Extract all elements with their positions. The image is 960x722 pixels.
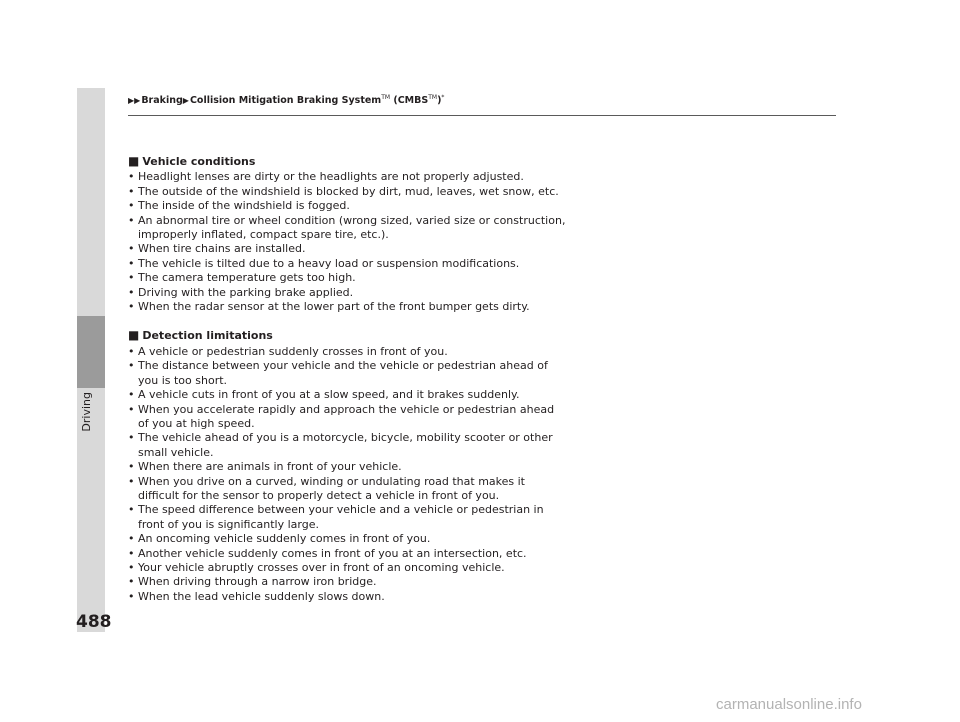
list-item: [128, 403, 568, 432]
trademark-mark: TM: [428, 94, 438, 101]
list-item: [128, 300, 568, 314]
list-item: [128, 170, 568, 184]
list-item: [128, 185, 568, 199]
bullet-icon: •: [128, 285, 135, 299]
breadcrumb-item-braking[interactable]: Braking: [141, 95, 183, 107]
list-item: [128, 286, 568, 300]
section-detection-limitations: [128, 328, 568, 604]
bullet-icon: •: [128, 388, 135, 402]
bullet-icon: •: [128, 560, 135, 574]
bullet-icon: •: [128, 256, 135, 270]
list-item: [128, 460, 568, 474]
list-item: [128, 503, 568, 532]
list-item: [128, 532, 568, 546]
list-item-text: A vehicle or pedestrian suddenly crosses in front of you.: [138, 344, 448, 358]
list-item-text: The camera temperature gets too high.: [138, 271, 356, 285]
bullet-icon: •: [128, 532, 135, 546]
list-item-text: Headlight lenses are dirty or the headlights are not properly adjusted.: [138, 170, 524, 184]
watermark: carmanualsonline.info: [716, 696, 862, 713]
list-item-text: When the lead vehicle suddenly slows down.: [138, 589, 385, 603]
bullet-icon: •: [128, 242, 135, 256]
section-heading: [128, 154, 568, 169]
side-tab-label: Driving: [80, 392, 93, 432]
list-item-text: When the radar sensor at the lower part of the front bumper gets dirty.: [138, 300, 530, 314]
list-item-text: The speed difference between your vehicle and a vehicle or pedestrian in front of you is significantly large.: [138, 503, 544, 531]
breadcrumb-cmbs-close: ): [437, 95, 442, 107]
side-tab-active-marker: [77, 316, 105, 388]
breadcrumb-arrow-icon: ▶▶: [128, 96, 141, 106]
list-item-text: The inside of the windshield is fogged.: [138, 199, 350, 213]
breadcrumb-arrow-icon: ▶: [182, 96, 189, 106]
bullet-icon: •: [128, 575, 135, 589]
bullet-list: [128, 170, 568, 314]
list-item: [128, 242, 568, 256]
bullet-list: [128, 345, 568, 604]
list-item-text: A vehicle cuts in front of you at a slow speed, and it brakes suddenly.: [138, 388, 520, 402]
square-bullet-icon: ■: [128, 154, 140, 168]
page-number: 488: [76, 612, 112, 632]
list-item: [128, 431, 568, 460]
list-item-text: The vehicle is tilted due to a heavy load or suspension modifications.: [138, 256, 520, 270]
bullet-icon: •: [128, 344, 135, 358]
list-item-text: When driving through a narrow iron bridge.: [138, 575, 377, 589]
list-item-text: Another vehicle suddenly comes in front of you at an intersection, etc.: [138, 546, 527, 560]
breadcrumb: [128, 94, 444, 106]
square-bullet-icon: ■: [128, 328, 140, 343]
list-item-text: The vehicle ahead of you is a motorcycle, bicycle, mobility scooter or other small vehicle.: [138, 431, 553, 459]
list-item: [128, 475, 568, 504]
list-item: [128, 388, 568, 402]
list-item: [128, 199, 568, 213]
list-item: [128, 561, 568, 575]
list-item: [128, 359, 568, 388]
bullet-icon: •: [128, 503, 135, 517]
bullet-icon: •: [128, 184, 135, 198]
section-heading-text: Detection limitations: [142, 329, 273, 343]
list-item-text: Driving with the parking brake applied.: [138, 285, 354, 299]
bullet-icon: •: [128, 402, 135, 416]
bullet-icon: •: [128, 170, 135, 184]
list-item-text: Your vehicle abruptly crosses over in front of an oncoming vehicle.: [138, 560, 505, 574]
section-heading-text: Vehicle conditions: [142, 155, 256, 168]
list-item: [128, 345, 568, 359]
list-item-text: The distance between your vehicle and the vehicle or pedestrian ahead of you is too short.: [138, 359, 548, 387]
list-item-text: When there are animals in front of your vehicle.: [138, 460, 402, 474]
list-item-text: The outside of the windshield is blocked by dirt, mud, leaves, wet snow, etc.: [138, 184, 559, 198]
asterisk-mark: *: [441, 94, 445, 101]
list-item: [128, 575, 568, 589]
section-vehicle-conditions: [128, 154, 568, 314]
list-item: [128, 547, 568, 561]
bullet-icon: •: [128, 474, 135, 488]
list-item-text: When you accelerate rapidly and approach the vehicle or pedestrian ahead of you at high speed.: [138, 402, 555, 430]
header-divider: [128, 115, 836, 116]
list-item: [128, 590, 568, 604]
bullet-icon: •: [128, 431, 135, 445]
bullet-icon: •: [128, 589, 135, 603]
bullet-icon: •: [128, 213, 135, 227]
bullet-icon: •: [128, 460, 135, 474]
list-item: [128, 257, 568, 271]
list-item-text: An abnormal tire or wheel condition (wrong sized, varied size or construction, improperly inflated, compact spare tire, etc.).: [138, 213, 566, 242]
main-content: [128, 154, 568, 618]
list-item: [128, 214, 568, 243]
bullet-icon: •: [128, 199, 135, 213]
bullet-icon: •: [128, 271, 135, 285]
trademark-mark: TM: [381, 94, 391, 101]
bullet-icon: •: [128, 546, 135, 560]
breadcrumb-cmbs-open: (CMBS: [390, 95, 429, 107]
breadcrumb-item-cmbs[interactable]: Collision Mitigation Braking System: [189, 95, 382, 107]
section-heading: [128, 328, 568, 343]
bullet-icon: •: [128, 300, 135, 314]
list-item-text: When tire chains are installed.: [138, 242, 306, 256]
list-item-text: When you drive on a curved, winding or undulating road that makes it difficult for the sensor to properly detect a vehicle in front of you.: [138, 474, 525, 502]
list-item-text: An oncoming vehicle suddenly comes in front of you.: [138, 532, 431, 546]
bullet-icon: •: [128, 359, 135, 373]
list-item: [128, 271, 568, 285]
